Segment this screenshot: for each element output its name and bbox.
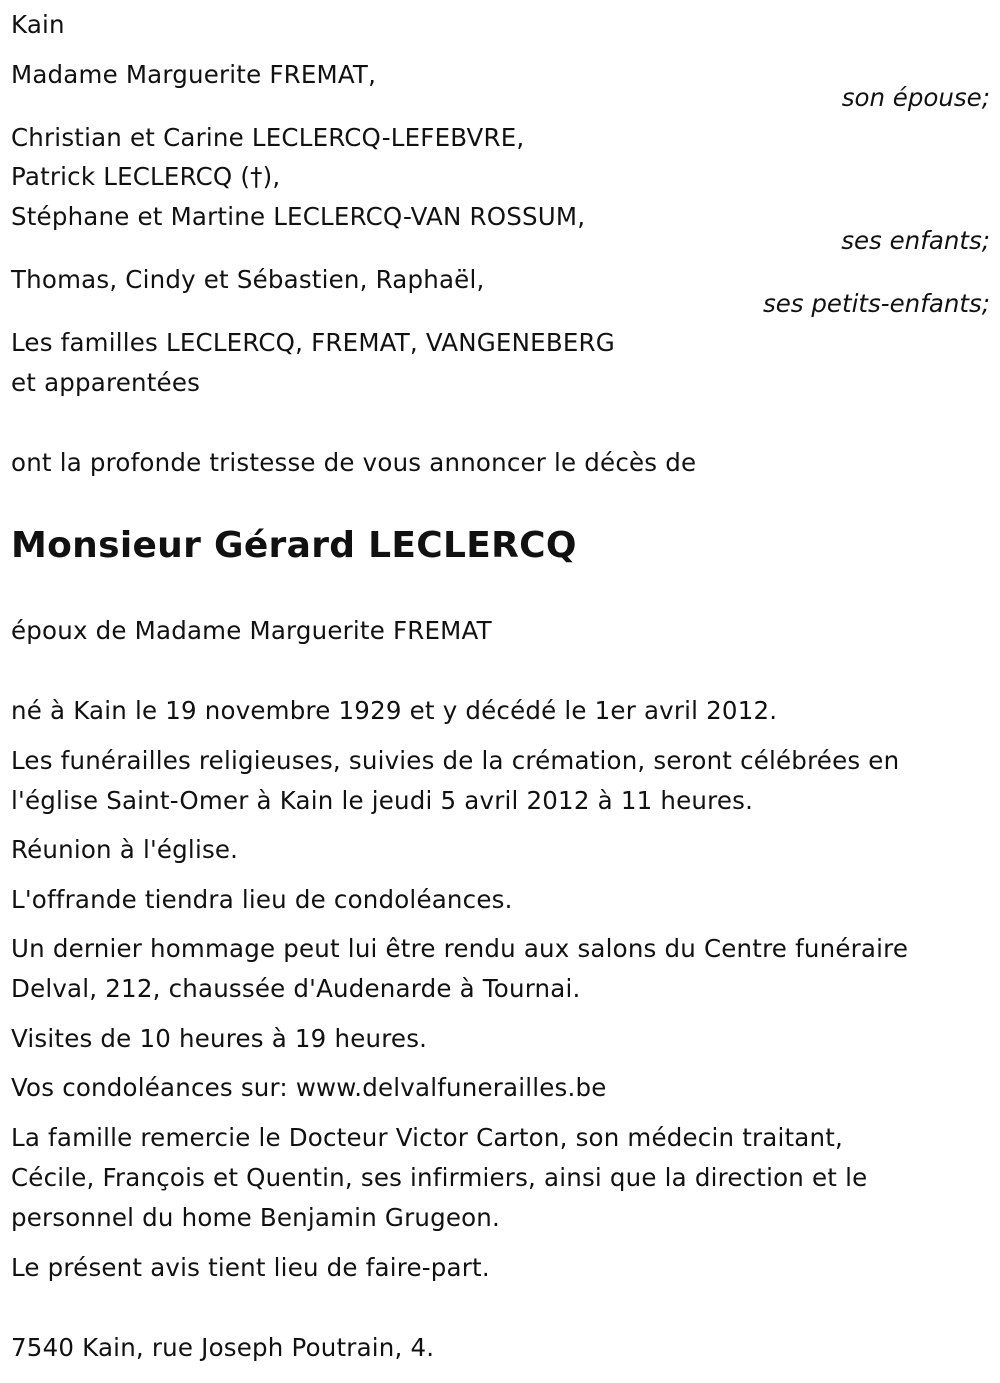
- husband-of-line: époux de Madame Marguerite FREMAT: [11, 616, 492, 645]
- families-line-2: et apparentées: [11, 368, 201, 397]
- thanks-line-1: La famille remercie le Docteur Victor Carton, son médecin traitant,: [11, 1123, 844, 1152]
- place-heading: Kain: [11, 10, 65, 39]
- funeral-line-1: Les funérailles religieuses, suivies de la crémation, seront célébrées en: [11, 746, 900, 775]
- spouse-line: Madame Marguerite FREMAT,: [11, 60, 377, 89]
- grandchildren-line: Thomas, Cindy et Sébastien, Raphaël,: [11, 265, 485, 294]
- child-line-2: Patrick LECLERCQ (†),: [11, 162, 281, 191]
- funeral-line-2: l'église Saint-Omer à Kain le jeudi 5 avril 2012 à 11 heures.: [11, 786, 754, 815]
- visits-line: Visites de 10 heures à 19 heures.: [11, 1024, 428, 1053]
- child-line-1: Christian et Carine LECLERCQ-LEFEBVRE,: [11, 123, 525, 152]
- families-line-1: Les familles LECLERCQ, FREMAT, VANGENEBERG: [11, 328, 615, 357]
- birth-death-line: né à Kain le 19 novembre 1929 et y décédé le 1er avril 2012.: [11, 696, 778, 725]
- children-relation: ses enfants;: [841, 226, 990, 255]
- deceased-name: Monsieur Gérard LECLERCQ: [11, 525, 577, 566]
- meeting-line: Réunion à l'église.: [11, 835, 239, 864]
- address-line: 7540 Kain, rue Joseph Poutrain, 4.: [11, 1333, 435, 1362]
- homage-line-1: Un dernier hommage peut lui être rendu aux salons du Centre funéraire: [11, 934, 909, 963]
- child-line-3: Stéphane et Martine LECLERCQ-VAN ROSSUM,: [11, 202, 586, 231]
- faire-part-line: Le présent avis tient lieu de faire-part.: [11, 1253, 490, 1282]
- thanks-line-2: Cécile, François et Quentin, ses infirmiers, ainsi que la direction et le: [11, 1163, 868, 1192]
- spouse-relation: son épouse;: [841, 83, 990, 112]
- condolences-line: Vos condoléances sur: www.delvalfunerailles.be: [11, 1073, 607, 1102]
- offering-line: L'offrande tiendra lieu de condoléances.: [11, 885, 513, 914]
- homage-line-2: Delval, 212, chaussée d'Audenarde à Tournai.: [11, 974, 581, 1003]
- thanks-line-3: personnel du home Benjamin Grugeon.: [11, 1203, 501, 1232]
- grandchildren-relation: ses petits-enfants;: [762, 289, 990, 318]
- announcement-text: ont la profonde tristesse de vous annoncer le décès de: [11, 448, 697, 477]
